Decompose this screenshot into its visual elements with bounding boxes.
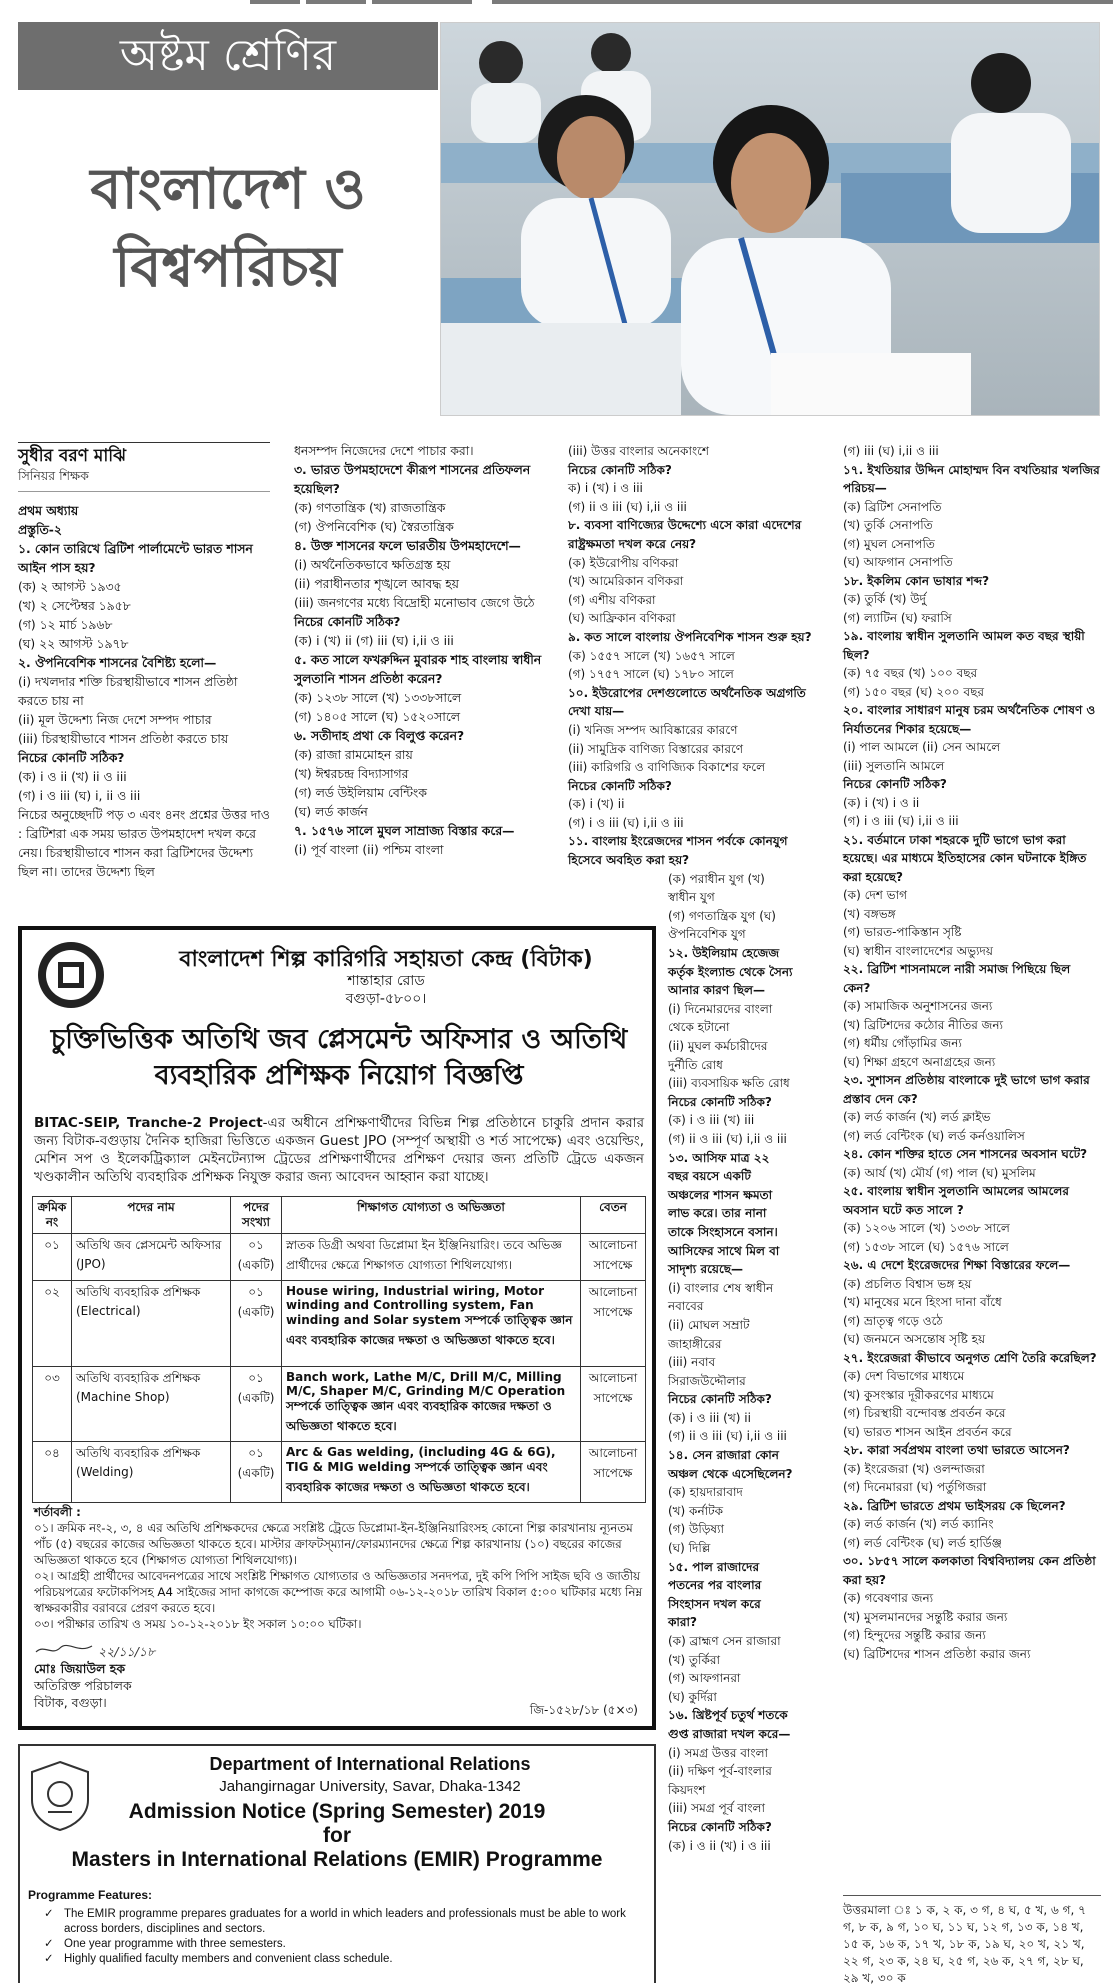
question-13: ১৩. আসিফ মাত্র ২২ বছর বয়সে একটি অঞ্চলের শাসন ক্ষমতা লাভ করে। তার নানা তাকে সিংহাসনে বসান। আসিফের সাথে মিল বা সাদৃশ্য রয়েছে— — [668, 1150, 780, 1277]
option-line: (ক) পরাধীন যুগ (খ) স্বাধীন যুগ — [668, 871, 765, 905]
question-10: ১০. ইউরোপের দেশগুলোতে অর্থনৈতিক অগ্রগতি দেখা যায়— — [568, 685, 806, 719]
option-line: (i) সমগ্র উত্তর বাংলা — [668, 1745, 768, 1760]
col-header-pay: বেতন — [581, 1197, 646, 1234]
chapter-heading: প্রথম অধ্যায় — [18, 504, 79, 518]
question-26: ২৬. এ দেশে ইংরেজদের শিক্ষা বিস্তারের ফলে— — [843, 1258, 1071, 1272]
col-header-count: পদের সংখ্যা — [231, 1197, 282, 1234]
option-line: (গ) দিনেমাররা (ঘ) পর্তুগিজরা — [843, 1480, 987, 1494]
option-line: (খ) বঙ্গভঙ্গ — [843, 906, 896, 921]
option-line: (ক) ৭৫ বছর (খ) ১০০ বছর — [843, 666, 978, 680]
which-correct: নিচের কোনটি সঠিক? — [668, 1094, 772, 1109]
option-line: (ক) ১২০৬ সালে (খ) ১৩৩৮ সালে — [843, 1221, 1010, 1235]
cell-pay: আলোচনা সাপেক্ষে — [581, 1367, 646, 1442]
cell-post: অতিথি ব্যবহারিক প্রশিক্ষক (Welding) — [72, 1442, 231, 1503]
option-line: (ক) i ও ii (খ) ii ও iii — [18, 770, 127, 784]
option-line: (গ) i ও iii (ঘ) i,ii ও iii — [568, 815, 684, 830]
intro-text: -এর অধীনে প্রশিক্ষণার্থীদের বিভিন্ন শিল্প প্রতিষ্ঠানে চাকুরি প্রদান করার জন্য বিটাক-বগুড়ায় দৈনিক হাজিরা ভিত্তিতে একজন Guest JPO (সম্পূর্ণ অস্থায়ী ও শর্ত সাপেক্ষে) এবং ওয়েল্ডিং, মেশিন সপ ও ইলেকট্রিক্যাল মেইনটেন্যান্স ট্রেডের প্রশিক্ষণার্থীদের প্রশিক্ষণ দেয়ার জন্য প্রতিটি ট্রেডে একজন খণ্ডকালীন অতিথি ব্যবহারিক প্রশিক্ষক নিযুক্ত করার জন্য আবেদন আহ্বান করা যাচ্ছে। — [34, 1115, 644, 1185]
question-6: ৬. সতীদাহ প্রথা কে বিলুপ্ত করেন? — [294, 729, 465, 743]
ad-reference: জি-১৫২৮/১৮ (৫×৩) — [529, 1703, 638, 1717]
option-line: (iii) সমগ্র পূর্ব বাংলা — [668, 1801, 765, 1816]
option-line: (গ) ঔপনিবেশিক (ঘ) স্বৈরতান্ত্রিক — [294, 520, 454, 534]
column-1 — [18, 442, 270, 882]
option-line: (ক) ব্রাহ্মণ সেন রাজারা — [668, 1634, 781, 1648]
cell-serial: ০১ — [33, 1234, 72, 1281]
option-line: (ক) রাজা রামমোহন রায় — [294, 748, 413, 762]
cell-pay: আলোচনা সাপেক্ষে — [581, 1442, 646, 1503]
students-exam-photo — [440, 22, 1100, 416]
option-line: (iii) ব্যবসায়িক ক্ষতি রোধ — [668, 1076, 790, 1091]
job-ad-headline-line1: চুক্তিভিত্তিক অতিথি জব প্লেসমেন্ট অফিসার ও অতিথি — [50, 1024, 628, 1055]
option-line: (ঘ) লর্ড কার্জন — [294, 805, 368, 819]
which-correct: নিচের কোনটি সঠিক? — [668, 1819, 772, 1834]
notice-line3: Masters in International Relations (EMIR) Programme — [71, 1848, 603, 1871]
signature-block — [34, 1642, 155, 1711]
cell-serial: ০৩ — [33, 1367, 72, 1442]
column-3-narrow — [668, 870, 793, 1855]
cell-count: ০১ (একটি) — [231, 1367, 282, 1442]
option-line: (গ) চিরস্থায়ী বন্দোবস্ত প্রবর্তন করে — [843, 1406, 1006, 1420]
option-line: (ঘ) ২২ আগস্ট ১৯৭৮ — [18, 637, 129, 651]
option-line: (খ) আমেরিকান বণিকরা — [568, 574, 684, 589]
author-name: সুধীর বরণ মাঝি — [18, 442, 270, 466]
cell-qualification: Banch work, Lathe M/C, Drill M/C, Milling M/C, Shaper M/C, Grinding M/C Operation সম্পর্কে তাত্ত্বিক জ্ঞান এবং ব্যবহারিক কাজের দক্ষতা ও অভিজ্ঞতা থাকতে হবে। — [282, 1367, 581, 1442]
notice-line1: Admission Notice (Spring Semester) 2019 — [128, 1800, 546, 1823]
condition-2: ০২। আগ্রহী প্রার্থীদের আবেদনপত্রের সাথে সংশ্লিষ্ট শিক্ষাগত যোগ্যতার ও অভিজ্ঞতার সনদপত্র, দুই কপি পিপি সাইজ ছবি ও জাতীয় পরিচয়পত্রের ফটোকপিসহ A4 সাইজের সাদা কাগজে কম্পোজ করে আগামী ০৬-১২-২০১৮ তারিখ বিকাল ৫:০০ ঘটিকার মধ্যে নিম্ন স্বাক্ষরকারীর বরাবরে প্রেরণ করতে হবে। — [34, 1569, 642, 1615]
vacancy-table — [32, 1196, 646, 1503]
question-15: ১৫. পাল রাজাদের পতনের পর বাংলার সিংহাসন দখল করে কারা? — [668, 1559, 762, 1630]
which-correct: নিচের কোনটি সঠিক? — [18, 751, 125, 765]
option-line: (ক) প্রচলিত বিশ্বাস ভঙ্গ হয় — [843, 1276, 972, 1291]
option-line: (i) বাংলার শেষ স্বাধীন নবাবের — [668, 1280, 774, 1314]
features-title: Programme Features: — [28, 1888, 153, 1902]
option-line: (i) খনিজ সম্পদ আবিষ্কারের কারণে — [568, 722, 738, 737]
option-line: (গ) ১২ মার্চ ১৯৬৮ — [18, 618, 113, 632]
bitac-logo-icon — [36, 940, 106, 1010]
class-label-band: অষ্টম শ্রেণির — [18, 22, 438, 90]
option-line: (গ) উড়িষ্যা — [668, 1522, 724, 1537]
option-line: (i) পাল আমলে (ii) সেন আমলে — [843, 740, 1001, 754]
which-correct: নিচের কোনটি সঠিক? — [568, 462, 672, 477]
option-line: (ক) i ও iii (খ) ii — [668, 1410, 751, 1425]
cell-post: অতিথি জব প্লেসমেন্ট অফিসার (JPO) — [72, 1234, 231, 1281]
cell-count: ০১ (একটি) — [231, 1234, 282, 1281]
option-line: (ক) গণতান্ত্রিক (খ) রাজতান্ত্রিক — [294, 501, 446, 515]
which-correct: নিচের কোনটি সঠিক? — [843, 777, 947, 791]
option-line: (iii) নবাব সিরাজউদ্দৌলার — [668, 1355, 746, 1388]
option-line: (খ) তুর্কি সেনাপতি — [843, 518, 933, 532]
passage-end: ধনসম্পদ নিজেদের দেশে পাচার করা। — [294, 444, 474, 458]
cell-qualification: House wiring, Industrial wiring, Motor winding and Controlling system, Fan winding and Solar system সম্পর্কে তাত্ত্বিক জ্ঞান এবং ব্যবহারিক কাজের দক্ষতা ও অভিজ্ঞতা থাকতে হবে। — [282, 1281, 581, 1367]
option-line: (ঘ) আফগান সেনাপতি — [843, 555, 953, 569]
subject-title-line1: বাংলাদেশ ও — [90, 156, 366, 222]
question-16: ১৬. খ্রিষ্টপূর্ব চতুর্থ শতকে গুপ্ত রাজারা দখল করে— — [668, 1708, 791, 1741]
cell-post: অতিথি ব্যবহারিক প্রশিক্ষক (Machine Shop) — [72, 1367, 231, 1442]
option-line: (ক) ব্রিটিশ সেনাপতি — [843, 499, 942, 514]
option-line: (গ) ii ও iii (ঘ) i,ii ও iii — [668, 1131, 787, 1146]
cell-count: ০১ (একটি) — [231, 1281, 282, 1367]
cell-serial: ০৪ — [33, 1442, 72, 1503]
question-28: ২৮. কারা সর্বপ্রথম বাংলা তথা ভারতে আসেন? — [843, 1443, 1070, 1457]
column-4 — [843, 442, 1101, 1663]
option-line: (ক) i (খ) ii — [568, 797, 625, 812]
option-line: (গ) iii (ঘ) i,ii ও iii — [843, 444, 939, 458]
option-line: (খ) তুর্কিরা — [668, 1652, 720, 1667]
col-header-qualification: শিক্ষাগত যোগ্যতা ও অভিজ্ঞতা — [282, 1197, 581, 1234]
option-line: (গ) ১৭৫৭ সালে (ঘ) ১৭৮০ সালে — [568, 667, 734, 682]
option-line: (ঘ) ব্রিটিশদের শাসন প্রতিষ্ঠা করার জন্য — [843, 1646, 1031, 1661]
question-11: ১১. বাংলায় ইংরেজদের শাসন পর্বকে কোনযুগ হিসেবে অবহিত করা হয়? — [568, 834, 788, 868]
signatory-org: বিটাক, বগুড়া। — [34, 1695, 107, 1710]
option-line: (গ) হিন্দুদের সন্তুষ্টি করার জন্য — [843, 1628, 986, 1642]
option-line: (iii) জনগণের মধ্যে বিদ্রোহী মনোভাব জেগে উঠে — [294, 596, 535, 610]
option-line: (ii) মুঘল কর্মচারীদের দুর্নীতি রোধ — [668, 1039, 768, 1072]
option-line: (ii) দক্ষিণ পূর্ব-বাংলার কিয়দংশ — [668, 1764, 772, 1797]
question-14: ১৪. সেন রাজারা কোন অঞ্চল থেকে এসেছিলেন? — [668, 1448, 793, 1481]
option-line: (গ) লর্ড বেন্টিংক (ঘ) লর্ড কর্নওয়ালিস — [843, 1128, 1025, 1143]
which-correct: নিচের কোনটি সঠিক? — [668, 1392, 772, 1407]
feature-item: ✓ The EMIR programme prepares graduates for a world in which leaders and professionals must be able to work across borders, disciplines and sectors. — [64, 1907, 648, 1937]
table-row — [33, 1367, 646, 1442]
feature-item: ✓ One year programme with three semesters. — [64, 1937, 648, 1952]
option-line: (iii) কারিগরি ও বাণিজ্যিক বিকাশের ফলে — [568, 760, 766, 775]
question-3: ৩. ভারত উপমহাদেশে কীরূপ শাসনের প্রতিফলন হয়েছিল? — [294, 463, 531, 496]
question-27: ২৭. ইংরেজরা কীভাবে অনুগত শ্রেণি তৈরি করেছিল? — [843, 1350, 1097, 1365]
job-ad-headline — [34, 1022, 644, 1094]
passage: নিচের অনুচ্ছেদটি পড় ৩ এবং ৪নং প্রশ্নের উত্তর দাও : ব্রিটিশরা এক সময় ভারত উপমহাদেশ দখল করে নেয়। চিরস্থায়ীভাবে শাসন করা ব্রিটিশদের উদ্দেশ্য ছিল না। তাদের উদ্দেশ্য ছিল — [18, 808, 270, 879]
admission-notice-title — [20, 1800, 654, 1872]
option-line: (ক) ১৫৫৭ সালে (খ) ১৬৫৭ সালে — [568, 648, 735, 663]
option-line: (ঘ) স্বাধীন বাংলাদেশের অভ্যুদয় — [843, 943, 993, 958]
programme-features — [28, 1888, 648, 1967]
which-correct: নিচের কোনটি সঠিক? — [568, 778, 672, 793]
option-line: (খ) ঈশ্বরচন্দ্র বিদ্যাসাগর — [294, 767, 409, 781]
option-line: (ক) আর্য (খ) মৌর্য (গ) পাল (ঘ) মুসলিম — [843, 1165, 1036, 1180]
bitac-org-name: বাংলাদেশ শিল্প কারিগরি সহায়তা কেন্দ্র (বিটাক) — [179, 947, 593, 972]
option-line: ক) i (খ) i ও iii — [568, 481, 643, 496]
table-row — [33, 1281, 646, 1367]
option-line: (গ) লর্ড বেন্টিংক (ঘ) লর্ড হার্ডিঞ্জ — [843, 1535, 1002, 1550]
table-row — [33, 1234, 646, 1281]
question-21: ২১. বর্তমানে ঢাকা শহরকে দুটি ভাগে ভাগ করা হয়েছে। এর মাধ্যমে ইতিহাসের কোন ঘটনাকে ইঙ্গিত করা হয়েছে? — [843, 832, 1087, 884]
column-2 — [294, 442, 546, 860]
option-line: (ক) লর্ড কার্জন (খ) লর্ড ক্যানিং — [843, 1517, 994, 1531]
option-line: (ঘ) দিল্লি — [668, 1541, 711, 1556]
option-line: (ঘ) শিক্ষা গ্রহণে অনাগ্রহের জন্য — [843, 1054, 996, 1069]
department-name: Department of International Relations — [209, 1754, 531, 1774]
option-line: (ক) দেশ বিভাগের মাধ্যমে — [843, 1369, 965, 1383]
bitac-address-line2: বগুড়া-৫৮০০। — [345, 991, 427, 1007]
option-line: (ক) ইংরেজরা (খ) ওলন্দাজরা — [843, 1461, 985, 1476]
option-line: (ii) পরাধীনতার শৃঙ্খলে আবদ্ধ হয় — [294, 577, 459, 591]
question-22: ২২. ব্রিটিশ শাসনামলে নারী সমাজ পিছিয়ে ছিল কেন? — [843, 962, 1071, 995]
option-line: (খ) কুসংস্কার দূরীকরণের মাধ্যমে — [843, 1387, 994, 1402]
university-address: Jahangirnagar University, Savar, Dhaka-1342 — [219, 1778, 521, 1795]
condition-1: ০১। ক্রমিক নং-২, ৩, ৪ এর অতিথি প্রশিক্ষকদের ক্ষেত্রে সংশ্লিষ্ট ট্রেডে ডিপ্লোমা-ইন-ইঞ্জিনিয়ারিংসহ কোনো শিল্প কারখানায় ন্যূনতম পাঁচ (৫) বছরের কাজের অভিজ্ঞতা থাকতে হবে। মাস্টার ক্রাফটস্‌ম্যান/ফোরম্যানদের ক্ষেত্রে শিল্প কারখানায় (১০) বছরের কাজের অভিজ্ঞতা থাকতে হবে (শিক্ষাগত যোগ্যতা শিথিলযোগ্য)। — [34, 1521, 633, 1567]
cell-pay: আলোচনা সাপেক্ষে — [581, 1281, 646, 1367]
notice-line2: for — [323, 1824, 351, 1847]
option-line: (ক) গবেষণার জন্য — [843, 1591, 934, 1605]
answer-key: উত্তরমালা ঃ ১ ক, ২ ক, ৩ গ, ৪ ঘ, ৫ খ, ৬ গ, ৭ গ, ৮ ক, ৯ গ, ১০ ঘ, ১১ ঘ, ১২ গ, ১৩ ক, ১৪ খ, ১৫ ক, ১৬ ক, ১৭ খ, ১৮ ক, ১৯ ঘ, ২০ খ, ২১ খ, ২২ গ, ২৩ ক, ২৪ ঘ, ২৫ গ, ২৬ ক, ২৭ গ, ২৮ ঘ, ২৯ খ, ৩০ ক — [843, 1895, 1101, 1987]
table-row — [33, 1442, 646, 1503]
question-25: ২৫. বাংলায় স্বাধীন সুলতানি আমলের আমলের অবসান ঘটে কত সালে ? — [843, 1184, 1069, 1217]
bitac-job-ad — [18, 926, 656, 1730]
question-29: ২৯. ব্রিটিশ ভারতে প্রথম ভাইসরয় কে ছিলেন? — [843, 1498, 1066, 1513]
signature-scribble — [34, 1642, 155, 1660]
option-line: (ক) হায়দারাবাদ — [668, 1485, 743, 1500]
option-line: (গ) ধর্মীয় গোঁড়ামির জন্য — [843, 1036, 962, 1050]
col-header-serial: ক্রমিক নং — [33, 1197, 72, 1234]
subject-title — [18, 150, 438, 306]
option-line: (ক) দেশ ভাগ — [843, 888, 907, 902]
option-line: (গ) ii ও iii (ঘ) i,ii ও iii — [668, 1429, 787, 1444]
option-line: (ক) ২ আগস্ট ১৯৩৫ — [18, 580, 122, 594]
bitac-address-line1: শান্তাহার রোড — [347, 973, 425, 989]
conditions — [34, 1504, 644, 1632]
option-line: (ঘ) ভারত শাসন আইন প্রবর্তন করে — [843, 1424, 1012, 1439]
cell-qualification: স্নাতক ডিগ্রী অথবা ডিপ্লোমা ইন ইঞ্জিনিয়ারিং। তবে অভিজ্ঞ প্রার্থীদের ক্ষেত্রে শিক্ষাগত যোগ্যতা শিথিলযোগ্য। — [282, 1234, 581, 1281]
option-line: (গ) ভ্রাতৃত্ব গড়ে ওঠে — [843, 1313, 943, 1328]
question-2: ২. ঔপনিবেশিক শাসনের বৈশিষ্ট্য হলো— — [18, 656, 217, 670]
feature-item: ✓ Highly qualified faculty members and convenient class schedule. — [64, 1952, 648, 1967]
option-line: (ক) লর্ড কার্জন (খ) লর্ড ক্লাইভ — [843, 1110, 991, 1124]
option-line: (খ) মুসলমানদের সন্তুষ্টি করার জন্য — [843, 1609, 1008, 1624]
project-name: BITAC-SEIP, Tranche-2 Project — [34, 1115, 263, 1131]
question-20: ২০. বাংলার সাধারণ মানুষ চরম অর্থনৈতিক শোষণ ও নির্যাতনের শিকার হয়েছে— — [843, 703, 1096, 736]
question-30: ৩০. ১৮৫৭ সালে কলকাতা বিশ্ববিদ্যালয় কেন প্রতিষ্ঠা করা হয়? — [843, 1554, 1096, 1587]
option-line: (i) দিনেমারদের বাংলা থেকে হটানো — [668, 1001, 773, 1035]
job-ad-intro — [34, 1114, 644, 1186]
question-7: ৭. ১৫৭৬ সালে মুঘল সাম্রাজ্য বিস্তার করে— — [294, 824, 515, 838]
option-line: (ক) সামাজিক অনুশাসনের জন্য — [843, 999, 993, 1013]
cell-qualification: Arc & Gas welding, (including 4G & 6G), TIG & MIG welding সম্পর্কে তাত্ত্বিক জ্ঞান এবং ব্যবহারিক কাজের দক্ষতা ও অভিজ্ঞতা থাকতে হবে। — [282, 1442, 581, 1503]
question-18: ১৮. ইকলিম কোন ভাষার শব্দ? — [843, 573, 990, 588]
option-line: (গ) ১৫০ বছর (ঘ) ২০০ বছর — [843, 684, 984, 699]
conditions-title: শর্তাবলী : — [34, 1505, 81, 1519]
option-line: (ii) সামুদ্রিক বাণিজ্য বিস্তারের কারণে — [568, 741, 744, 756]
question-8: ৮. ব্যবসা বাণিজ্যের উদ্দেশ্যে এসে কারা এদেশের রাষ্ট্রক্ষমতা দখল করে নেয়? — [568, 518, 802, 551]
question-9: ৯. কত সালে বাংলায় ঔপনিবেশিক শাসন শুরু হয়? — [568, 629, 812, 644]
subject-title-line2: বিশ্বপরিচয় — [114, 234, 342, 300]
question-19: ১৯. বাংলায় স্বাধীন সুলতানি আমল কত বছর স্থায়ী ছিল? — [843, 629, 1085, 662]
option-line: (ঘ) আফ্রিকান বণিকরা — [568, 611, 676, 626]
question-1: ১. কোন তারিখে ব্রিটিশ পার্লামেন্টে ভারত শাসন আইন পাস হয়? — [18, 542, 253, 575]
option-line: (গ) i ও iii (ঘ) i,ii ও iii — [843, 814, 959, 828]
cell-pay: আলোচনা সাপেক্ষে — [581, 1234, 646, 1281]
option-line: (i) অর্থনৈতিকভাবে ক্ষতিগ্রস্ত হয় — [294, 558, 451, 572]
cell-serial: ০২ — [33, 1281, 72, 1367]
option-line: (খ) ব্রিটিশদের কঠোর নীতির জন্য — [843, 1017, 1003, 1032]
cell-post: অতিথি ব্যবহারিক প্রশিক্ষক (Electrical) — [72, 1281, 231, 1367]
option-line: (গ) ভারত-পাকিস্তান সৃষ্টি — [843, 925, 962, 939]
option-line: (গ) মুঘল সেনাপতি — [843, 536, 935, 551]
option-line: (ক) তুর্কি (খ) উর্দু — [843, 592, 926, 606]
option-line: (খ) ২ সেপ্টেম্বর ১৯৫৮ — [18, 599, 131, 613]
signatory-name: মোঃ জিয়াউল হক — [34, 1661, 126, 1676]
ju-admission-ad — [18, 1744, 656, 1983]
option-line: (ক) i (খ) i ও ii — [843, 795, 920, 810]
option-line: (ii) মোঘল সম্রাট জাহাঙ্গীরের — [668, 1317, 750, 1351]
option-line: (ক) ১২৩৮ সালে (খ) ১৩৩৮সালে — [294, 691, 461, 705]
condition-3: ০৩। পরীক্ষার তারিখ ও সময় ১০-১২-২০১৮ ইং সকাল ১০:০০ ঘটিকা। — [34, 1617, 362, 1631]
option-line: (ii) মূল উদ্দেশ্য নিজ দেশে সম্পদ পাচার — [18, 713, 212, 727]
option-line: (ঘ) কুর্দিরা — [668, 1689, 717, 1704]
question-17: ১৭. ইখতিয়ার উদ্দিন মোহাম্মদ বিন বখতিয়ার খলজির পরিচয়— — [843, 462, 1100, 495]
cell-count: ০১ (একটি) — [231, 1442, 282, 1503]
option-line: (খ) মানুষের মনে হিংসা দানা বাঁধে — [843, 1295, 1002, 1309]
option-line: (গ) ল্যাটিন (ঘ) ফরাসি — [843, 610, 952, 625]
option-line: (গ) ii ও iii (ঘ) i,ii ও iii — [568, 499, 687, 514]
option-line: (iii) সুলতানি আমলে — [843, 758, 945, 773]
preparation-label: প্রস্তুতি-২ — [18, 523, 62, 537]
option-line: (ঘ) জনমনে অসন্তোষ সৃষ্টি হয় — [843, 1332, 986, 1346]
question-4: ৪. উক্ত শাসনের ফলে ভারতীয় উপমহাদেশে— — [294, 539, 521, 553]
option-line: (i) পূর্ব বাংলা (ii) পশ্চিম বাংলা — [294, 843, 444, 857]
bitac-address — [126, 972, 646, 1008]
option-line: (iii) উত্তর বাংলার অনেকাংশে — [568, 444, 710, 458]
signature-date: ২২/১১/১৮ — [97, 1644, 156, 1659]
option-line: (গ) এশীয় বণিকরা — [568, 592, 656, 607]
option-line: (iii) চিরস্থায়ীভাবে শাসন প্রতিষ্ঠা করতে চায় — [18, 732, 229, 746]
question-12: ১২. উইলিয়াম হেজেজ কর্তৃক ইংল্যান্ড থেকে সৈন্য আনার কারণ ছিল— — [668, 946, 793, 998]
option-line: (গ) আফগানরা — [668, 1671, 741, 1686]
question-24: ২৪. কোন শক্তির হাতে সেন শাসনের অবসান ঘটে? — [843, 1147, 1088, 1161]
option-line: (ক) i ও ii (খ) i ও iii — [668, 1838, 771, 1853]
option-line: (ক) i ও iii (খ) iii — [668, 1113, 755, 1128]
option-line: (গ) গণতান্ত্রিক যুগ (ঘ) ঔপনিবেশিক যুগ — [668, 908, 776, 942]
option-line: (i) দখলদার শক্তি চিরস্থায়ীভাবে শাসন প্রতিষ্ঠা করতে চায় না — [18, 675, 238, 708]
option-line: (ক) ইউরোপীয় বণিকরা — [568, 555, 679, 570]
option-line: (গ) ১৫৩৮ সালে (ঘ) ১৫৭৬ সালে — [843, 1239, 1009, 1254]
option-line: (ক) i (খ) ii (গ) iii (ঘ) i,ii ও iii — [294, 634, 454, 648]
top-rule — [0, 0, 1113, 6]
option-line: (খ) কর্নাটক — [668, 1503, 724, 1518]
option-line: (গ) ১৪০৫ সালে (ঘ) ১৫২০সালে — [294, 710, 460, 724]
question-5: ৫. কত সালে ফখরুদ্দিন মুবারক শাহ বাংলায় স্বাধীন সুলতানি শাসন প্রতিষ্ঠা করেন? — [294, 653, 542, 686]
author-role: সিনিয়র শিক্ষক — [18, 466, 270, 492]
which-correct: নিচের কোনটি সঠিক? — [294, 615, 401, 629]
question-23: ২৩. সুশাসন প্রতিষ্ঠায় বাংলাকে দুই ভাগে ভাগ করার প্রস্তাব দেন কে? — [843, 1073, 1090, 1106]
col-header-post: পদের নাম — [72, 1197, 231, 1234]
signatory-title: অতিরিক্ত পরিচালক — [34, 1678, 132, 1693]
option-line: (গ) i ও iii (ঘ) i, ii ও iii — [18, 789, 141, 803]
option-line: (গ) লর্ড উইলিয়াম বেন্টিংক — [294, 786, 427, 800]
job-ad-headline-line2: ব্যবহারিক প্রশিক্ষক নিয়োগ বিজ্ঞপ্তি — [154, 1060, 524, 1091]
